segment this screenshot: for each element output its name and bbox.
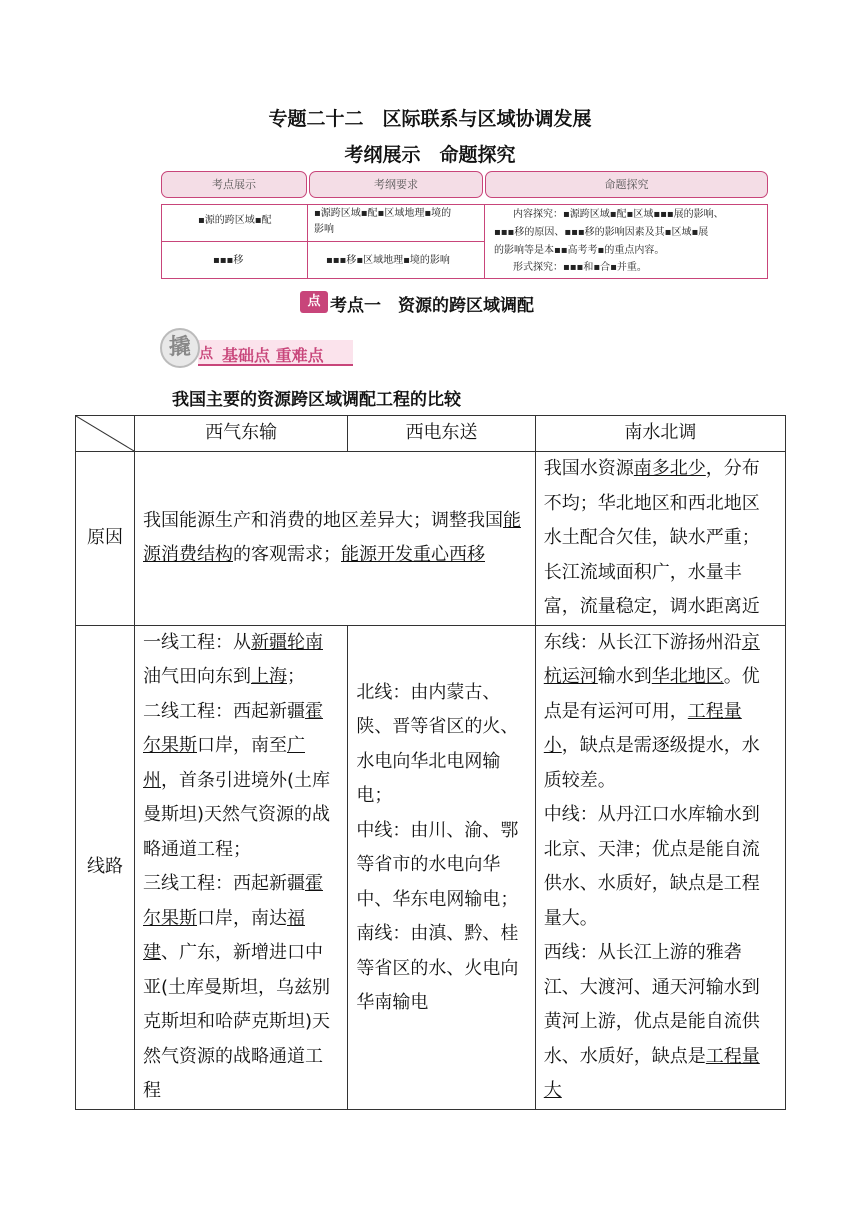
header-water: 南水北调 bbox=[535, 416, 785, 452]
outline-req-2: ▪▪▪移▪区域地理▪境的影响 bbox=[326, 255, 450, 266]
header-power: 西电东送 bbox=[348, 416, 535, 452]
table-row-reason bbox=[76, 452, 786, 626]
row-label-reason: 原因 bbox=[76, 452, 135, 626]
route-power-cell: 北线：由内蒙古、陕、晋等省区的火、水电向华北电网输电； 中线：由川、渝、鄂等省市的水电向华中、华东电网输电； 南线：由滇、黔、桂等省区的水、火电向华南输电 bbox=[348, 625, 535, 1109]
route-gas-cell: 一线工程：从新疆轮南油气田向东到上海； 二线工程：西起新疆霍尔果斯口岸，南至广州，首条引进境外(土库曼斯坦)天然气资源的战略通道工程； 三线工程：西起新疆霍尔果斯口岸，南达福建、广东，新增进口中亚(土库曼斯坦，乌兹别克斯坦和哈萨克斯坦)天然气资源的战略通道工程 bbox=[135, 625, 348, 1109]
outline-point-2: ▪▪▪移 bbox=[213, 255, 244, 266]
badge-small-label: 点 bbox=[199, 346, 213, 362]
outline-inquiry-1: 内容探究：▪源跨区域▪配▪区域▪▪▪展的影响、 bbox=[513, 209, 724, 220]
outline-req-1b: 影响 bbox=[314, 224, 334, 235]
outline-header-points: 考点展示 bbox=[161, 171, 307, 198]
outline-header-requirements: 考纲要求 bbox=[309, 171, 483, 198]
reason-energy-cell: 我国能源生产和消费的地区差异大；调整我国能源消费结构的客观需求；能源开发重心西移 bbox=[135, 452, 536, 626]
page-subtitle: 考纲展示 命题探究 bbox=[344, 144, 516, 166]
table-row-route bbox=[76, 625, 786, 1109]
outline-header-inquiry: 命题探究 bbox=[485, 171, 768, 198]
comparison-table bbox=[75, 415, 786, 1110]
route-water-cell: 东线：从长江下游扬州沿京杭运河输水到华北地区。优点是有运河可用，工程量小，缺点是需逐级提水，水质较差。 中线：从丹江口水库输水到北京、天津；优点是能自流供水、水质好，缺点是工程量大。 西线：从长江上游的雅砻江、大渡河、通天河输水到黄河上游，优点是能自流供水、水质好，缺点是工程量大 bbox=[535, 625, 785, 1109]
outline-table bbox=[161, 171, 768, 279]
outline-req-1a: ▪源跨区域▪配▪区域地理▪境的 bbox=[314, 208, 452, 219]
header-gas: 西气东输 bbox=[135, 416, 348, 452]
kaodian-icon: 点 bbox=[300, 291, 328, 313]
table-title: 我国主要的资源跨区域调配工程的比较 bbox=[172, 390, 461, 410]
table-header-row bbox=[76, 416, 786, 452]
section-title: 考点一 资源的跨区域调配 bbox=[330, 296, 534, 316]
badge-icon: 撬 bbox=[160, 328, 200, 368]
badge-label: 基础点 重难点 bbox=[222, 346, 324, 365]
reason-water-cell: 我国水资源南多北少，分布不均；华北地区和西北地区水土配合欠佳，缺水严重；长江流域面积广，水量丰富，流量稳定，调水距离近 bbox=[535, 452, 785, 626]
row-label-route: 线路 bbox=[76, 625, 135, 1109]
corner-cell bbox=[76, 416, 135, 452]
outline-inquiry-4: 形式探究：▪▪▪和▪合▪并重。 bbox=[513, 262, 647, 273]
outline-point-1: ▪源的跨区域▪配 bbox=[198, 215, 272, 226]
page-title: 专题二十二 区际联系与区域协调发展 bbox=[268, 108, 592, 130]
outline-inquiry-2: ▪▪▪移的原因、▪▪▪移的影响因素及其▪区域▪展 bbox=[494, 227, 709, 238]
outline-inquiry-3: 的影响等是本▪▪高考考▪的重点内容。 bbox=[494, 245, 665, 256]
